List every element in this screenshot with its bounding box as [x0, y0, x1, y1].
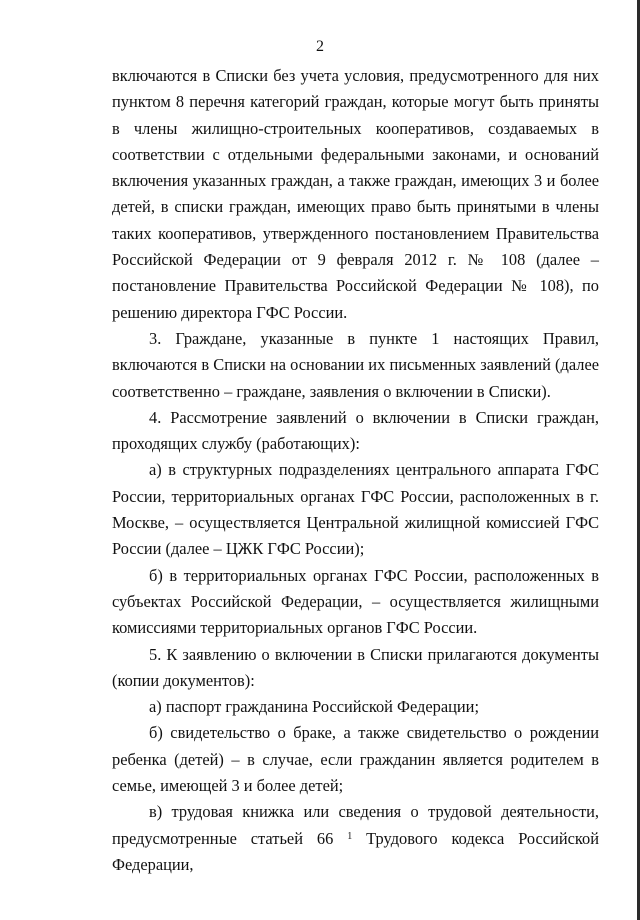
- paragraph-item-5c-text: в) трудовая книжка или сведения о трудовой деятельности, предусмотренные статьей 66: [112, 802, 599, 848]
- paragraph-item-5c-tail: Трудового кодекса Российской Федерации,: [112, 828, 599, 874]
- paragraph-item-5c: [112, 799, 599, 878]
- paragraph-continuation: включаются в Списки без учета условия, предусмотренного для них пунктом 8 перечня категорий граждан, которые могут быть приняты в члены жилищно-строительных кооперативов, создаваемых в соответствии с отдельными федеральными законами, и оснований включения указанных граждан, а также граждан, имеющих 3 и более детей, в списки граждан, имеющих право быть принятыми в члены таких кооперативов, утвержденного постановлением Правительства Российской Федерации от 9 февраля 2012 г. № 108 (далее – постановление Правительства Российской Федерации № 108), по решению директора ГФС России.: [112, 66, 599, 322]
- paragraph-item-4b: б) в территориальных органах ГФС России, расположенных в субъектах Российской Федерации, – осуществляется жилищными комиссиями территориальных органов ГФС России.: [112, 565, 599, 638]
- paragraph-item-3: 3. Граждане, указанные в пункте 1 настоящих Правил, включаются в Списки на основании их письменных заявлений (далее соответственно – граждане, заявления о включении в Списки).: [112, 328, 599, 401]
- paragraph-item-4: 4. Рассмотрение заявлений о включении в Списки граждан, проходящих службу (работающих):: [112, 407, 599, 454]
- paragraph-item-5: 5. К заявлению о включении в Списки прилагаются документы (копии документов):: [112, 644, 599, 690]
- document-body: [112, 63, 599, 878]
- paragraph-item-4a: а) в структурных подразделениях центрального аппарата ГФС России, территориальных органах ГФС России, расположенных в г. Москве, – осуществляется Центральной жилищной комиссией ГФС России (далее – ЦЖК ГФС России);: [112, 460, 599, 559]
- superscript-marker: 1: [347, 830, 353, 842]
- paragraph-item-5b: б) свидетельство о браке, а также свидетельство о рождении ребенка (детей) – в случае, если гражданин является родителем в семье, имеющей 3 и более детей;: [112, 723, 599, 796]
- page-number: 2: [316, 38, 324, 55]
- paragraph-item-5a: а) паспорт гражданина Российской Федерации;: [149, 697, 480, 717]
